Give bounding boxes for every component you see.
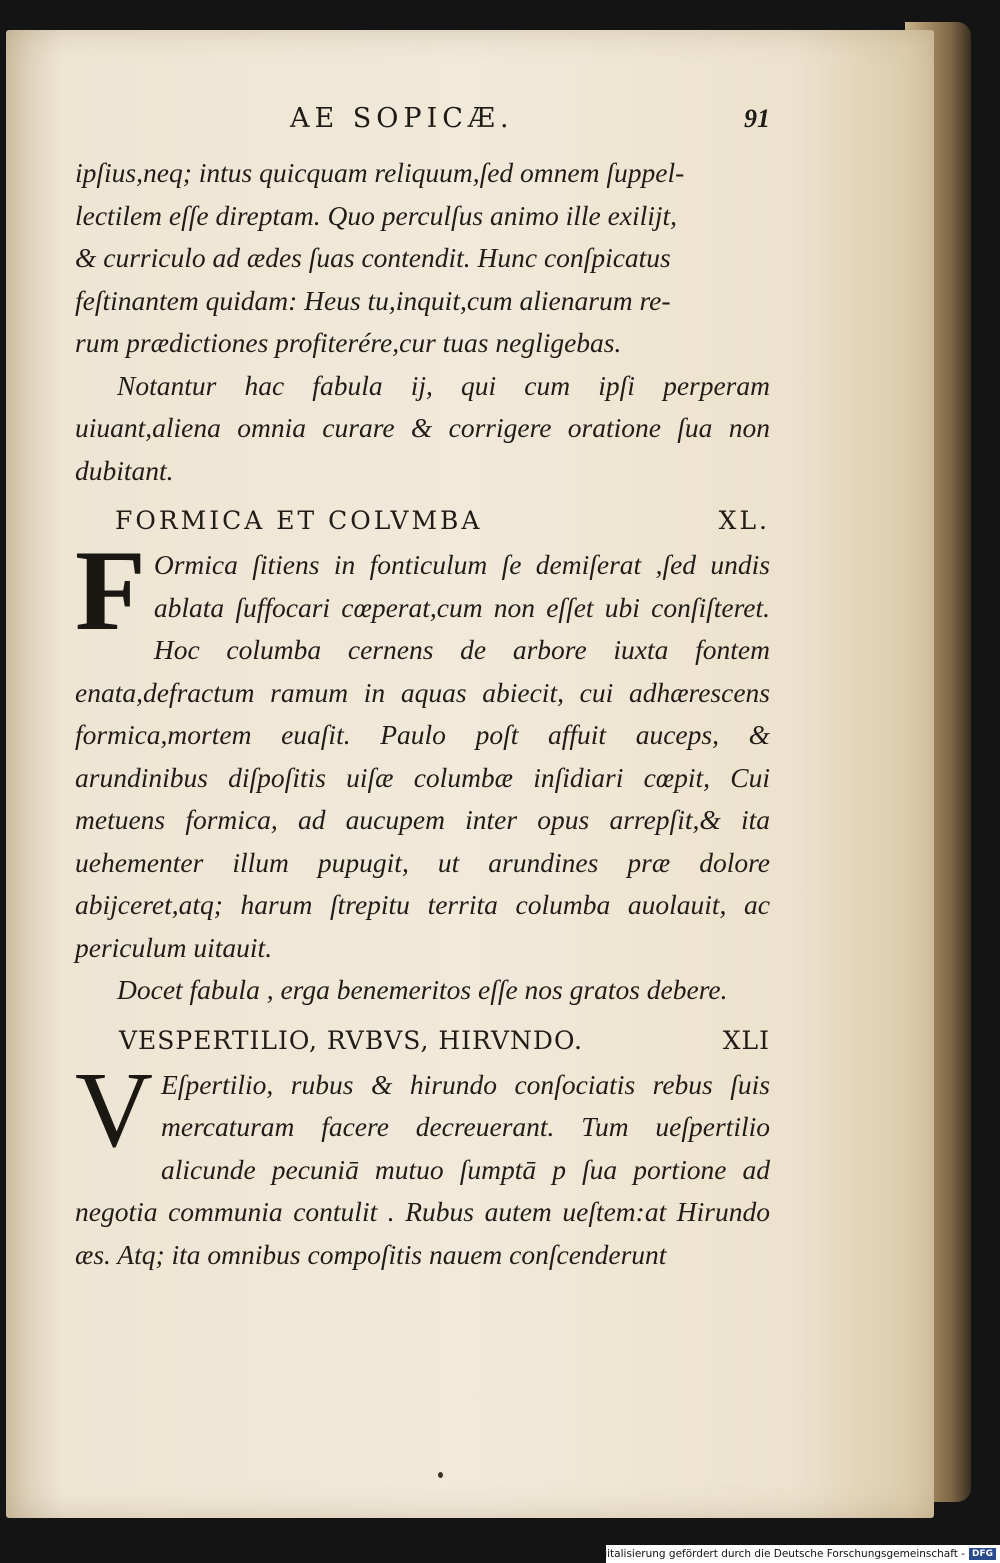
fable-text: Eſpertilio, rubus & hirundo conſociatis rebus ſuis mercaturam facere decreuerant. Tum ueſpertilio alicunde pecuniā mutuo ſumptā p ſua portione ad negotia communia contulit . Rubus autem ueſtem:at Hirundo æs. Atq; ita omnibus compoſitis nauem conſcenderunt — [75, 1068, 770, 1270]
text-line: feſtinantem quidam: Heus tu,inquit,cum alienarum re- — [75, 284, 671, 316]
text-block — [75, 152, 770, 1276]
text-line: lectilem eſſe direptam. Quo perculſus animo ille exilijt, — [75, 199, 678, 231]
drop-initial: F — [75, 527, 146, 655]
fable-title: FORMICA ET COLVMBA — [115, 506, 483, 535]
page-number: 91 — [744, 104, 770, 133]
dfg-logo: DFG — [969, 1548, 996, 1560]
fable-title: VESPERTILIO, RVBVS, HIRVNDO. — [119, 1025, 583, 1055]
paper-speck — [438, 1472, 443, 1478]
fable-number: XL. — [718, 506, 770, 535]
moral-paragraph: Notantur hac fabula ij, qui cum ipſi perperam uiuant,aliena omnia curare & corrigere oratione ſua non dubitant. — [75, 369, 770, 486]
digitization-credit — [589, 1545, 1000, 1563]
drop-initial: V — [75, 1050, 153, 1170]
fable-body — [75, 527, 770, 1012]
text-line: rum prædictiones profiterére,cur tuas negligebas. — [75, 327, 622, 358]
previous-fable-ending — [75, 152, 770, 492]
fable-heading — [115, 498, 770, 542]
moral-paragraph: Docet fabula , erga benemeritos eſſe nos gratos debere. — [117, 974, 728, 1005]
fable-heading — [119, 1018, 770, 1062]
running-title: AE SOPICÆ. — [290, 103, 514, 134]
running-head — [290, 103, 770, 139]
fable-body — [75, 1050, 770, 1277]
credit-text: Digitalisierung gefördert durch die Deutsche Forschungsgemeinschaft - — [589, 1548, 965, 1560]
text-line: & curriculo ad ædes ſuas contendit. Hunc conſpicatus — [75, 242, 671, 273]
text-line: ipſius,neq; intus quicquam reliquum,ſed omnem ſuppel- — [75, 157, 685, 188]
fable-text: Ormica ſitiens in fonticulum ſe demiſerat ,ſed undis ablata ſuffocari cœperat,cum non eſſet ubi conſiſteret. Hoc columba cernens de arbore iuxta fontem enata,defractum ramum in aquas abiecit, cui adhærescens formica,mortem euaſit. Paulo poſt affuit auceps, & arundinibus diſpoſitis uiſæ columbæ inſidiari cœpit, Cui metuens formica, ad aucupem inter opus arrepſit,& ita uehementer illum pupugit, ut arundines præ dolore abijceret,atq; harum ſtrepitu territa columba auolauit, ac periculum uitauit. — [75, 549, 770, 963]
fable-number: XLI — [722, 1025, 770, 1055]
